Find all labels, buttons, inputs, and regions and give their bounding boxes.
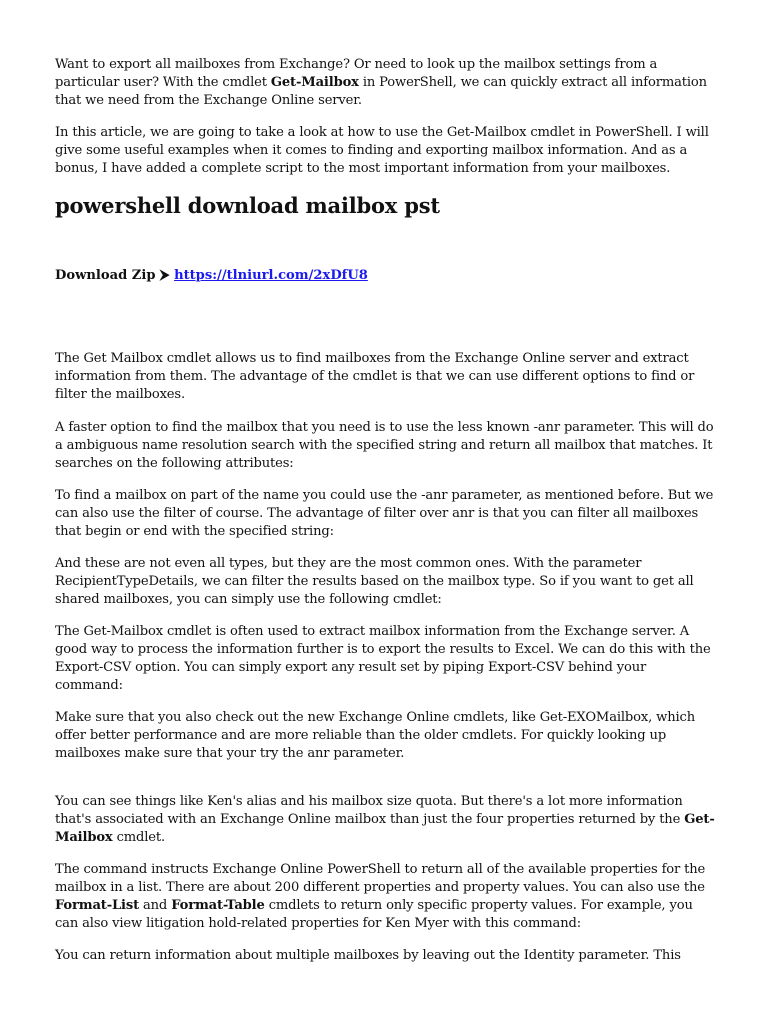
intro-paragraph-1 [55, 56, 717, 110]
body-paragraph-3: The Get Mailbox cmdlet allows us to find mailboxes from the Exchange Online server and extract information from them. The advantage of the cmdlet is that we can use different options to find or filter the mailboxes. [55, 351, 695, 402]
intro-p1-text-b: in PowerShell, we can quickly extract all information that we need from the Exchange Online server. [55, 75, 707, 108]
download-label: Download Zip ⮞ [55, 268, 175, 283]
body-paragraph-10 [55, 861, 717, 933]
p10-text-mid: and [138, 898, 172, 913]
body-paragraph-7: The Get-Mailbox cmdlet is often used to extract mailbox information from the Exchange server. A good way to process the information further is to export the results to Excel. We can do this with the Export-CSV option. You can simply export any result set by piping Export-CSV behind your command: [55, 624, 711, 693]
intro-paragraph-2: In this article, we are going to take a look at how to use the Get-Mailbox cmdlet in PowerShell. I will give some useful examples when it comes to finding and exporting mailbox information. And as a bonus, I have added a complete script to the most important information from your mailboxes. [55, 125, 709, 176]
p10-bold-1: Format-List [55, 898, 139, 913]
body-paragraph-11: You can return information about multiple mailboxes by leaving out the Identity parameter. This [55, 948, 681, 963]
body-paragraph-8: Make sure that you also check out the new Exchange Online cmdlets, like Get-EXOMailbox, which offer better performance and are more reliable than the older cmdlets. For quickly looking up mailboxes make sure that your try the anr parameter. [55, 710, 695, 761]
page-heading: powershell download mailbox pst [55, 193, 440, 218]
body-paragraph-4: A faster option to find the mailbox that you need is to use the less known -anr parameter. This will do a ambiguous name resolution search with the specified string and return all mailbox that matches. It searches on the following attributes: [55, 420, 714, 471]
download-line [55, 267, 368, 285]
p10-text-b: cmdlets to return only specific property values. For example, you can also view litigation hold-related properties for Ken Myer with this command: [55, 898, 693, 931]
download-link[interactable]: https://tlniurl.com/2xDfU8 [174, 268, 368, 283]
p9-bold: Get-Mailbox [55, 812, 715, 845]
intro-p1-text-a: Want to export all mailboxes from Exchange? Or need to look up the mailbox settings from a particular user? With the cmdlet [55, 57, 658, 90]
p10-bold-2: Format-Table [171, 898, 265, 913]
body-paragraph-6: And these are not even all types, but they are the most common ones. With the parameter RecipientTypeDetails, we can filter the results based on the mailbox type. So if you want to get all shared mailboxes, you can simply use the following cmdlet: [55, 556, 694, 607]
p10-text-a: The command instructs Exchange Online PowerShell to return all of the available properties for the mailbox in a list. There are about 200 different properties and property values. You can also use the [55, 862, 706, 895]
body-paragraph-5: To find a mailbox on part of the name you could use the -anr parameter, as mentioned before. But we can also use the filter of course. The advantage of filter over anr is that you can filter all mailboxes that begin or end with the specified string: [55, 488, 714, 539]
p9-text-b: cmdlet. [112, 830, 166, 845]
p9-text-a: You can see things like Ken's alias and his mailbox size quota. But there's a lot more information that's associated with an Exchange Online mailbox than just the four properties returned by the [55, 794, 685, 827]
body-paragraph-9 [55, 793, 717, 847]
intro-p1-bold: Get-Mailbox [270, 75, 359, 90]
